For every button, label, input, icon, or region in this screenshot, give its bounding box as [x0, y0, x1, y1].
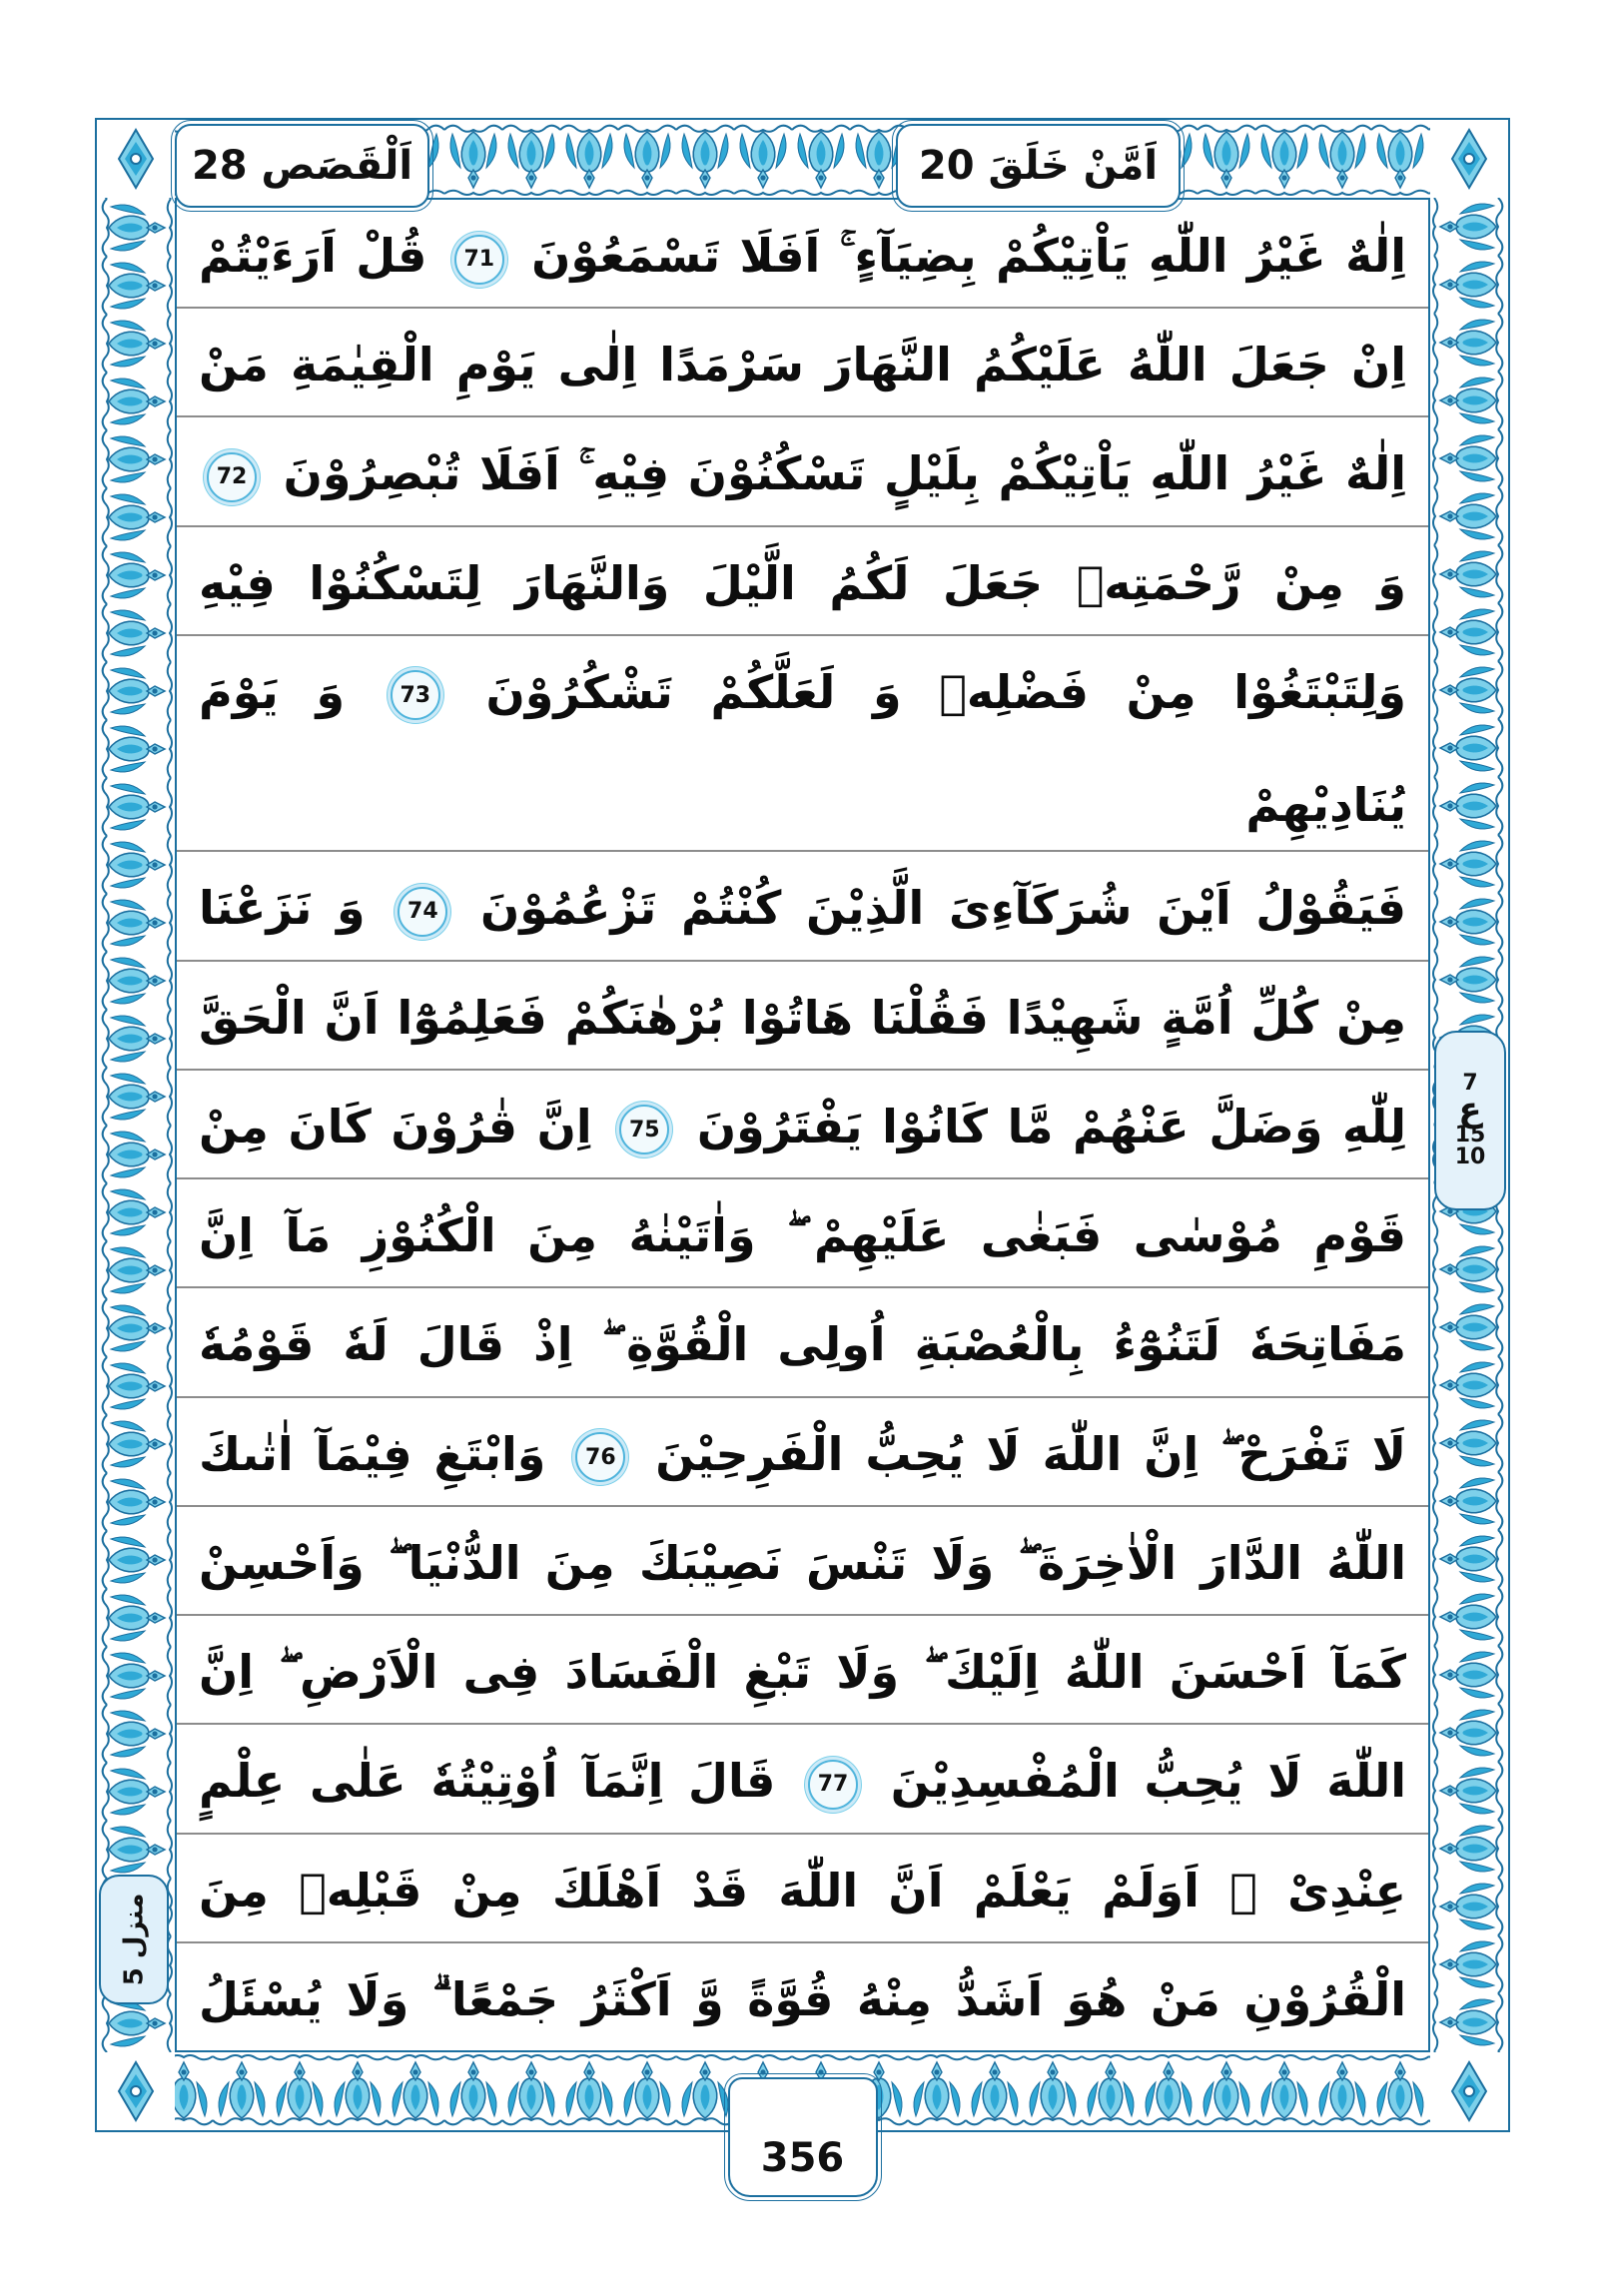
- border-ornament-left: [97, 198, 175, 2052]
- mushaf-line-16: [177, 1943, 1428, 2050]
- ayah-text: وَ مِنْ رَّحْمَتِهٖ جَعَلَ لَكُمُ الَّيْلَ وَالنَّهَارَ لِتَسْكُنُوْا فِيْهِ: [199, 555, 1406, 610]
- ayah-text: وَلِتَبْتَغُوْا مِنْ فَضْلِهٖ وَ لَعَلَّكُمْ تَشْكُرُوْنَ: [485, 664, 1406, 719]
- surah-name-label: اَلْقَصَص 28: [191, 143, 413, 189]
- ayah-text: وَ نَزَعْنَا: [199, 881, 366, 936]
- mushaf-line-1: [177, 200, 1428, 309]
- juz-name-tab: [896, 124, 1181, 208]
- ayah-text: قُلْ اَرَءَيْتُمْ: [199, 229, 427, 283]
- ayah-text: وَابْتَغِ فِيْمَآ اٰتٰىكَ: [199, 1426, 546, 1481]
- verse-marker-74: 74: [398, 887, 447, 937]
- mushaf-line-12: [177, 1507, 1428, 1616]
- corner-rosette-icon: [1430, 2052, 1508, 2130]
- ruku-in-juz-number: 10: [1454, 1145, 1486, 1169]
- manzil-label: منزل 5: [119, 1893, 149, 1986]
- ayah-text: قَوْمِ مُوْسٰى فَبَغٰى عَلَيْهِمْ ۖ وَاٰتَيْنٰهُ مِنَ الْكُنُوْزِ مَآ اِنَّ: [199, 1208, 1406, 1263]
- verse-marker-71: 71: [454, 235, 504, 285]
- ayah-text: عِنْدِىْ ۚ اَوَلَمْ يَعْلَمْ اَنَّ اللّٰهَ قَدْ اَهْلَكَ مِنْ قَبْلِهٖ مِنَ: [199, 1863, 1406, 1917]
- mushaf-line-5: [177, 636, 1428, 852]
- mushaf-line-6: [177, 852, 1428, 961]
- verse-marker-72: 72: [207, 452, 257, 502]
- quran-text-area: [175, 198, 1430, 2052]
- verse-marker-75: 75: [619, 1105, 669, 1154]
- mushaf-line-4: [177, 527, 1428, 636]
- mushaf-line-9: [177, 1179, 1428, 1288]
- mushaf-line-3: [177, 417, 1428, 526]
- mushaf-line-14: [177, 1725, 1428, 1834]
- ayah-text: مَفَاتِحَهٗ لَتَنُوْٓءُ بِالْعُصْبَةِ اُولِى الْقُوَّةِ ۖ اِذْ قَالَ لَهٗ قَوْمُهٗ: [199, 1317, 1406, 1372]
- verse-marker-76: 76: [575, 1432, 625, 1482]
- ayah-text: قَالَ اِنَّمَآ اُوْتِيْتُهٗ عَلٰى عِلْمٍ: [199, 1754, 776, 1809]
- ayah-text: لِلّٰهِ وَضَلَّ عَنْهُمْ مَّا كَانُوْا يَفْتَرُوْنَ: [696, 1099, 1406, 1153]
- ruku-ain-symbol: ع: [1458, 1090, 1482, 1130]
- verse-marker-73: 73: [391, 670, 440, 720]
- ayah-text: لَا تَفْرَحْ ۖ اِنَّ اللّٰهَ لَا يُحِبُّ الْفَرِحِيْنَ: [655, 1426, 1407, 1481]
- ayah-text: اللّٰهَ لَا يُحِبُّ الْمُفْسِدِيْنَ: [890, 1754, 1406, 1809]
- ayah-text: وَ يَوْمَ يُنَادِيْهِمْ: [199, 664, 1406, 832]
- page-number-tab: [728, 2077, 878, 2197]
- ayah-text: اللّٰهُ الدَّارَ الْاٰخِرَةَ ۖ وَلَا تَنْسَ نَصِيْبَكَ مِنَ الدُّنْيَا ۖ وَاَحْسِنْ: [199, 1535, 1406, 1590]
- mushaf-line-10: [177, 1288, 1428, 1397]
- ayah-text: اِنَّ قٰرُوْنَ كَانَ مِنْ: [199, 1099, 592, 1153]
- decorative-frame: [95, 118, 1510, 2181]
- ayah-text: مِنْ كُلِّ اُمَّةٍ شَهِيْدًا فَقُلْنَا هَاتُوْا بُرْهٰنَكُمْ فَعَلِمُوْٓا اَنَّ الْحَقَّ: [199, 990, 1406, 1045]
- manzil-marker: [99, 1875, 169, 2004]
- mushaf-line-11: [177, 1398, 1428, 1507]
- surah-name-tab: [175, 124, 429, 208]
- verse-marker-77: 77: [808, 1760, 858, 1810]
- corner-rosette-icon: [97, 120, 175, 198]
- ayah-text: اِلٰهٌ غَيْرُ اللّٰهِ يَاْتِيْكُمْ بِضِيَآءٍ ۚ اَفَلَا تَسْمَعُوْنَ: [531, 229, 1406, 283]
- ayah-text: فَيَقُوْلُ اَيْنَ شُرَكَآءِىَ الَّذِيْنَ كُنْتُمْ تَزْعُمُوْنَ: [480, 881, 1407, 936]
- corner-rosette-icon: [1430, 120, 1508, 198]
- ayah-text: كَمَآ اَحْسَنَ اللّٰهُ اِلَيْكَ ۖ وَلَا تَبْغِ الْفَسَادَ فِى الْاَرْضِ ۖ اِنَّ: [199, 1645, 1406, 1700]
- ruku-ayah-number: 15: [1454, 1123, 1486, 1148]
- ayah-text: الْقُرُوْنِ مَنْ هُوَ اَشَدُّ مِنْهُ قُوَّةً وَّ اَكْثَرُ جَمْعًا ۗ وَلَا يُسْئَلُ: [199, 1971, 1406, 2026]
- mushaf-line-2: [177, 309, 1428, 417]
- corner-rosette-icon: [97, 2052, 175, 2130]
- juz-name-label: اَمَّنْ خَلَقَ 20: [918, 143, 1159, 189]
- ruku-marker: [1434, 1031, 1506, 1210]
- ruku-number: 7: [1462, 1071, 1478, 1096]
- ayah-text: اِنْ جَعَلَ اللّٰهُ عَلَيْكُمُ النَّهَارَ سَرْمَدًا اِلٰى يَوْمِ الْقِيٰمَةِ مَنْ: [199, 338, 1406, 392]
- ayah-text: اِلٰهٌ غَيْرُ اللّٰهِ يَاْتِيْكُمْ بِلَيْلٍ تَسْكُنُوْنَ فِيْهِ ۚ اَفَلَا تُبْصِرُوْنَ: [283, 446, 1406, 501]
- mushaf-line-7: [177, 962, 1428, 1071]
- mushaf-line-15: [177, 1835, 1428, 1943]
- mushaf-line-8: [177, 1071, 1428, 1179]
- mushaf-line-13: [177, 1616, 1428, 1725]
- page-number: 356: [760, 2135, 845, 2181]
